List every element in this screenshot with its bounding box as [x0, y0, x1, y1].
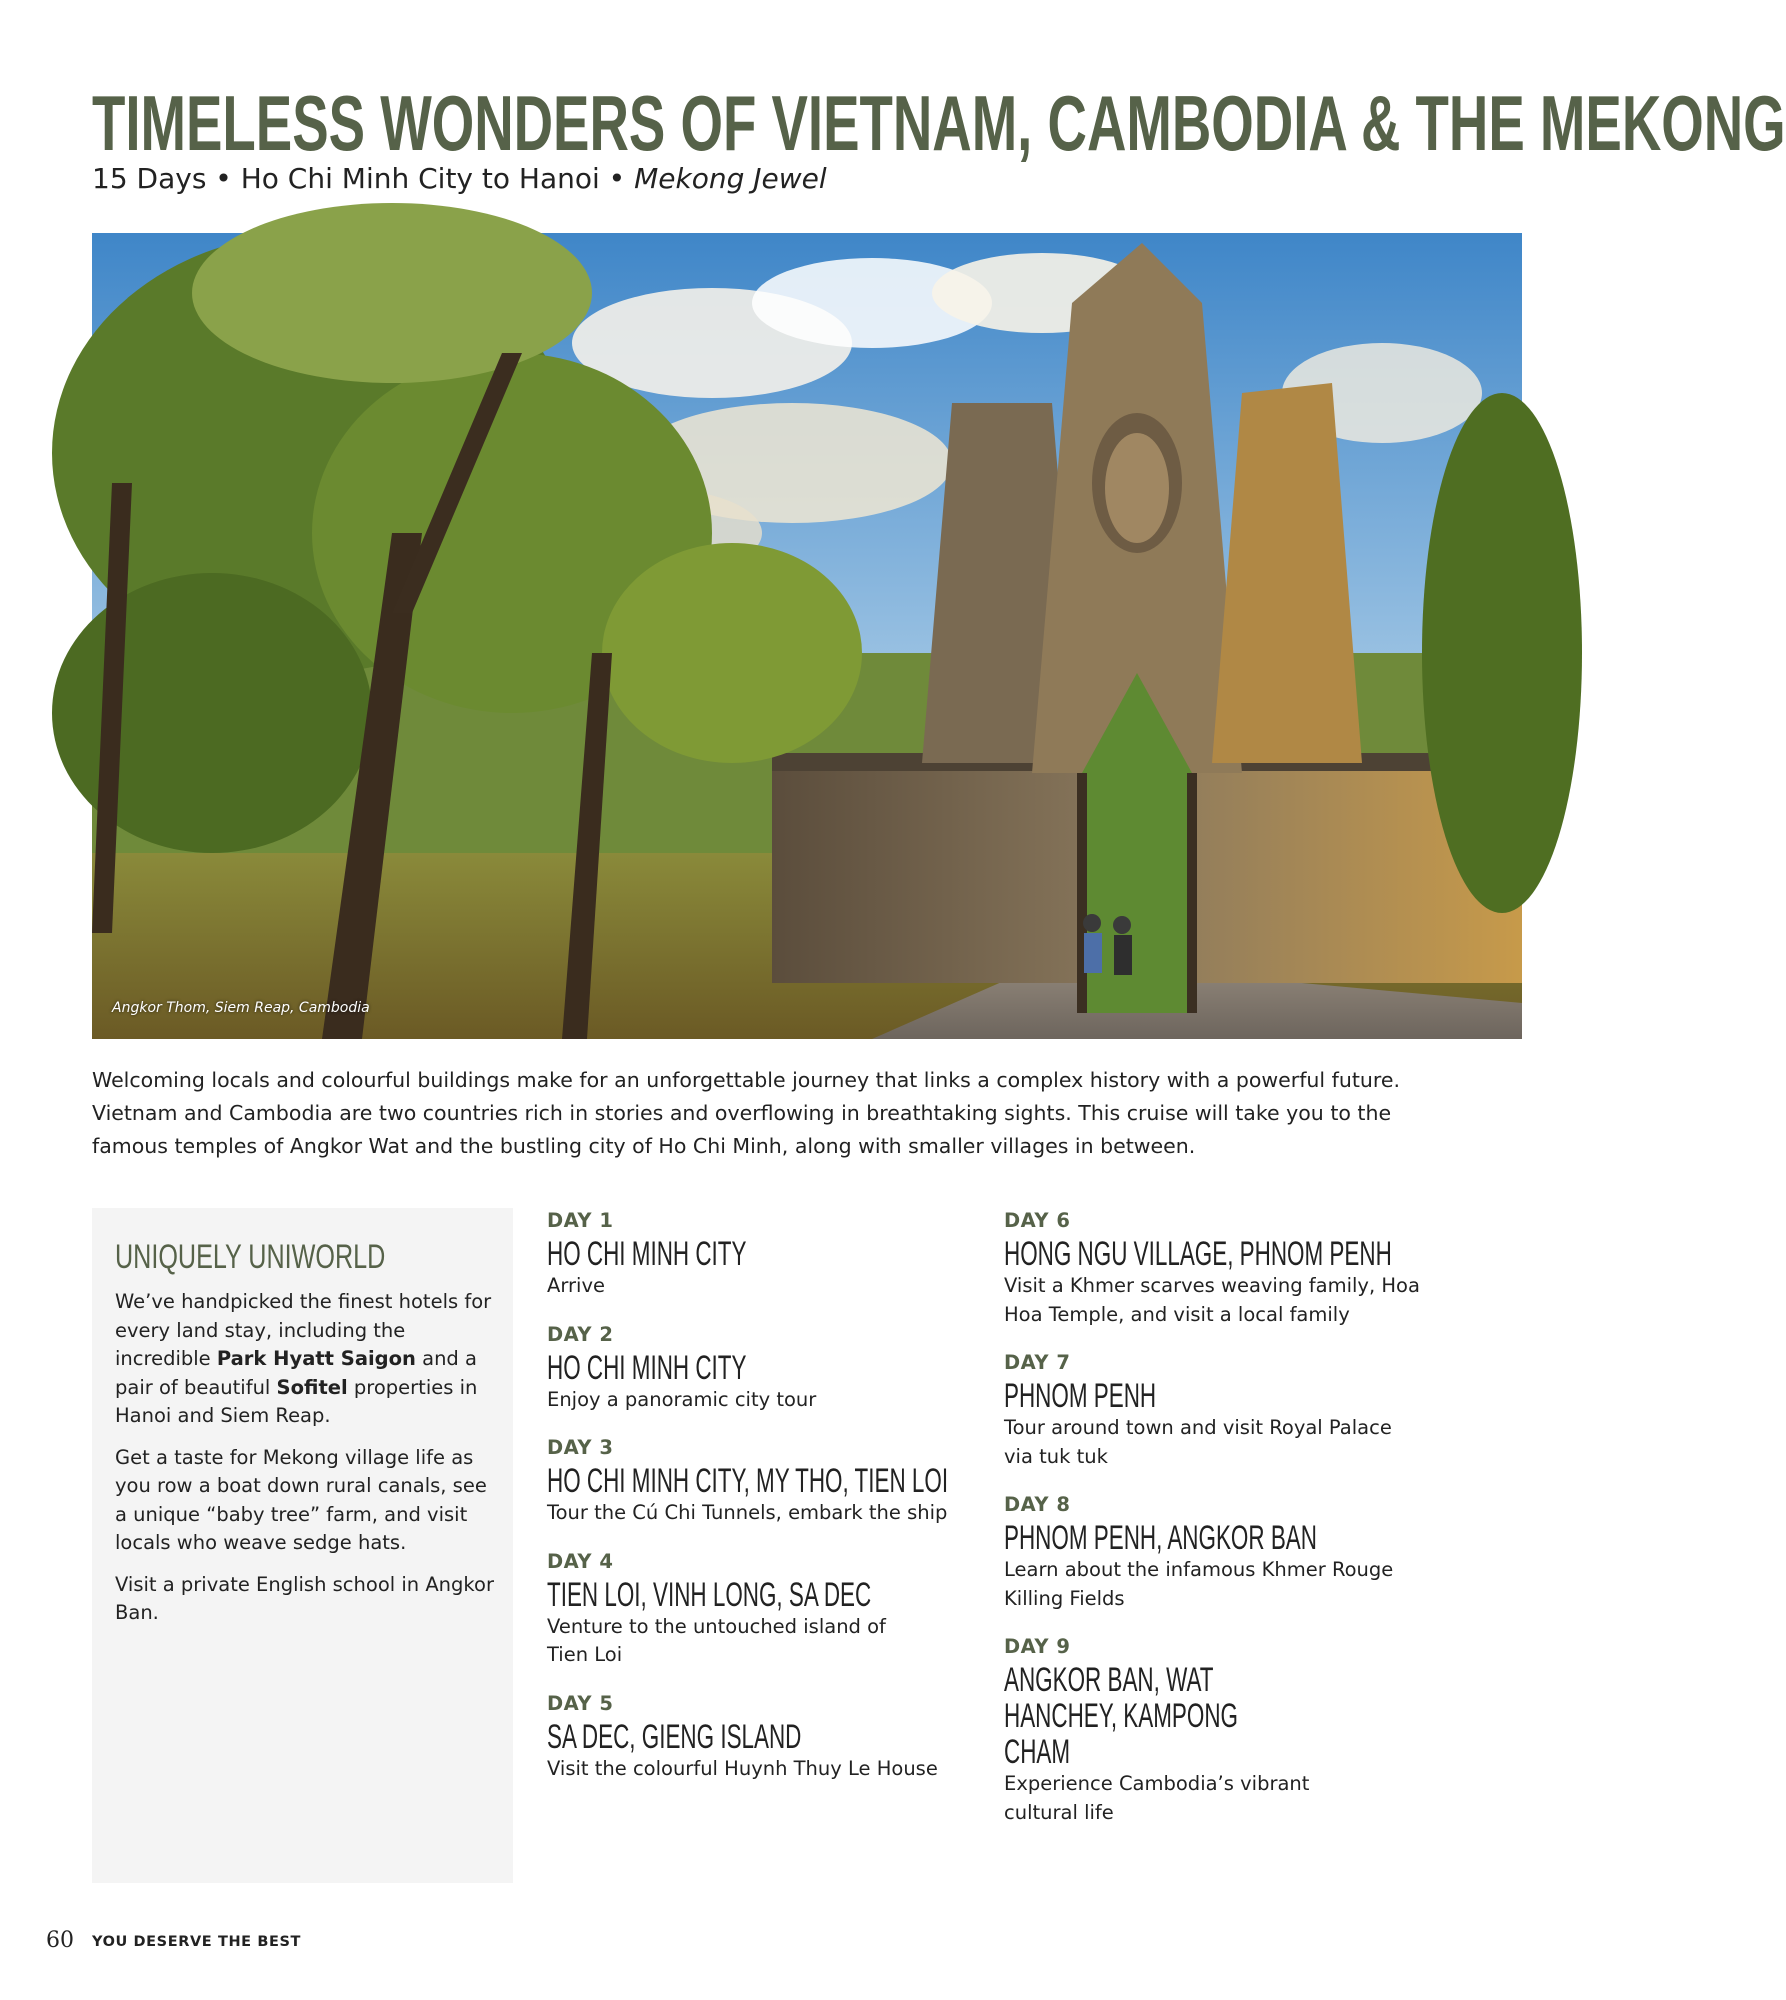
day-place: HO CHI MINH CITY: [547, 1348, 747, 1387]
sidebar-paragraph: Get a taste for Mekong village life as you row a boat down rural canals, see a unique “baby tree” farm, and visit locals who weave sedge hats.: [115, 1445, 487, 1554]
day-description: Enjoy a panoramic city tour: [547, 1387, 817, 1411]
sidebar-paragraph: [115, 1288, 495, 1431]
day-description: Venture to the untouched island of Tien Loi: [547, 1614, 886, 1666]
day-description: Visit a Khmer scarves weaving family, Hoa Hoa Temple, and visit a local family: [1004, 1274, 1420, 1326]
day-place: SA DEC, GIENG ISLAND: [547, 1717, 802, 1756]
sidebar-hotel-name: Sofitel: [276, 1375, 348, 1399]
day-description: Tour the Cú Chi Tunnels, embark the ship: [547, 1501, 948, 1524]
day-label: DAY 5: [547, 1691, 614, 1715]
day-label: DAY 7: [1004, 1351, 1071, 1374]
itinerary-day: [547, 1691, 987, 1784]
day-place: ANGKOR BAN, WAT HANCHEY, KAMPONG CHAM: [1004, 1661, 1239, 1771]
day-label: DAY 1: [547, 1209, 614, 1232]
photo-caption: Angkor Thom, Siem Reap, Cambodia: [112, 1000, 370, 1016]
day-place: HONG NGU VILLAGE, PHNOM PENH: [1004, 1235, 1392, 1273]
footer-text: YOU DESERVE THE BEST: [92, 1934, 302, 1950]
day-label: DAY 4: [547, 1549, 614, 1573]
sidebar-text: properties in Hanoi and Siem Reap.: [115, 1375, 478, 1427]
sidebar-heading: UNIQUELY UNIWORLD: [115, 1238, 386, 1276]
day-label: DAY 9: [1004, 1635, 1071, 1658]
itinerary-day: [1004, 1208, 1444, 1329]
day-place: PHNOM PENH, ANGKOR BAN: [1004, 1519, 1317, 1557]
itinerary-day: [547, 1208, 987, 1301]
day-description: Experience Cambodia’s vibrant cultural life: [1004, 1772, 1310, 1824]
day-label: DAY 6: [1004, 1209, 1071, 1232]
day-place: HO CHI MINH CITY, MY THO, TIEN LOI: [547, 1462, 949, 1500]
itinerary-column-1: [547, 1208, 987, 1804]
itinerary-day: [1004, 1350, 1444, 1471]
itinerary-column-2: [1004, 1208, 1444, 1848]
day-description: Tour around town and visit Royal Palace via tuk tuk: [1004, 1416, 1392, 1468]
day-place: TIEN LOI, VINH LONG, SA DEC: [547, 1575, 872, 1614]
sidebar-text: We’ve handpicked the finest hotels for every land stay, including the incredible: [115, 1290, 492, 1370]
hero-photo: [92, 233, 1522, 1039]
subtitle-route: 15 Days • Ho Chi Minh City to Hanoi •: [92, 162, 635, 195]
itinerary-day: [547, 1435, 987, 1528]
day-place: PHNOM PENH: [1004, 1377, 1157, 1415]
day-description: Learn about the infamous Khmer Rouge Killing Fields: [1004, 1558, 1394, 1610]
sidebar-hotel-name: Park Hyatt Saigon: [216, 1347, 416, 1370]
trip-subtitle: [92, 162, 827, 195]
page-title: TIMELESS WONDERS OF VIETNAM, CAMBODIA & THE MEKONG: [92, 79, 1786, 167]
sidebar-text: and a pair of beautiful: [115, 1347, 477, 1399]
sidebar-body: [115, 1288, 495, 1641]
day-label: DAY 2: [547, 1322, 614, 1346]
page-number: 60: [46, 1928, 74, 1953]
day-description: Visit the colourful Huynh Thuy Le House: [547, 1756, 938, 1780]
day-label: DAY 3: [547, 1436, 614, 1459]
day-place: HO CHI MINH CITY: [547, 1235, 747, 1273]
intro-paragraph: Welcoming locals and colourful buildings make for an unforgettable journey that links a complex history with a powerful future. Vietnam and Cambodia are two countries rich in stories and overflowing in breathtaking sights. This cruise will take you to the famous temples of Angkor Wat and the bustling city of Ho Chi Minh, along with smaller villages in between.: [92, 1068, 1400, 1158]
itinerary-day: [547, 1549, 987, 1670]
itinerary-day: [1004, 1634, 1444, 1827]
day-label: DAY 8: [1004, 1493, 1071, 1516]
day-description: Arrive: [547, 1274, 605, 1297]
subtitle-ship: Mekong Jewel: [634, 162, 827, 195]
itinerary-day: [1004, 1492, 1444, 1613]
uniquely-uniworld-box: [92, 1208, 513, 1883]
sidebar-paragraph: Visit a private English school in Angkor Ban.: [115, 1572, 494, 1624]
itinerary-day: [547, 1322, 987, 1415]
